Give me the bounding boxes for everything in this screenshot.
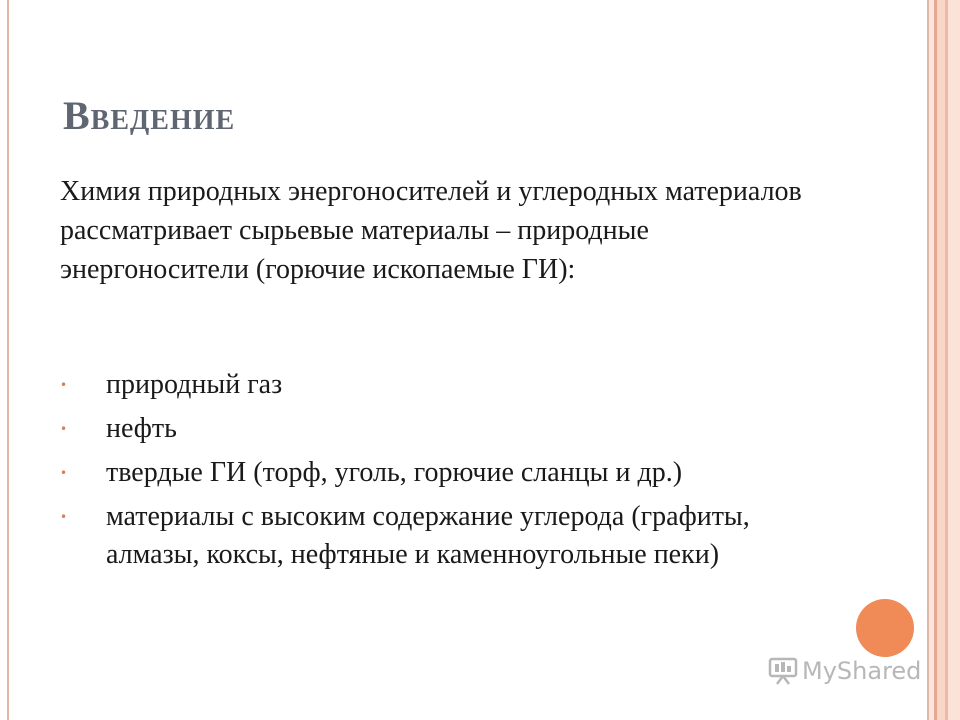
bullet-icon: •: [60, 466, 68, 480]
bullet-text: природный газ: [106, 369, 283, 400]
watermark-logo: [768, 656, 921, 686]
list-item: [60, 366, 850, 404]
bullet-list: [60, 366, 850, 580]
list-item: [60, 410, 850, 448]
bullet-text: материалы с высоким содержание углерода (графиты, алмазы, коксы, нефтяные и каменноугольные пеки): [106, 501, 750, 570]
slide-title: Введение: [63, 93, 236, 138]
list-item: [60, 454, 850, 492]
intro-paragraph: Химия природных энергоносителей и углеродных материалов рассматривает сырьевые материалы – природные энергоносители (горючие ископаемые ГИ):: [60, 176, 802, 285]
bullet-text: твердые ГИ (торф, уголь, горючие сланцы и др.): [106, 457, 683, 488]
bullet-icon: •: [60, 510, 68, 524]
decorative-circle: [856, 599, 914, 657]
bullet-icon: •: [60, 378, 68, 392]
bullet-icon: •: [60, 422, 68, 436]
bullet-text: нефть: [106, 413, 177, 444]
decorative-stripes: [929, 0, 960, 720]
watermark-text: MyShared: [802, 657, 922, 685]
presentation-board-icon: [768, 656, 798, 686]
list-item: [60, 498, 850, 574]
